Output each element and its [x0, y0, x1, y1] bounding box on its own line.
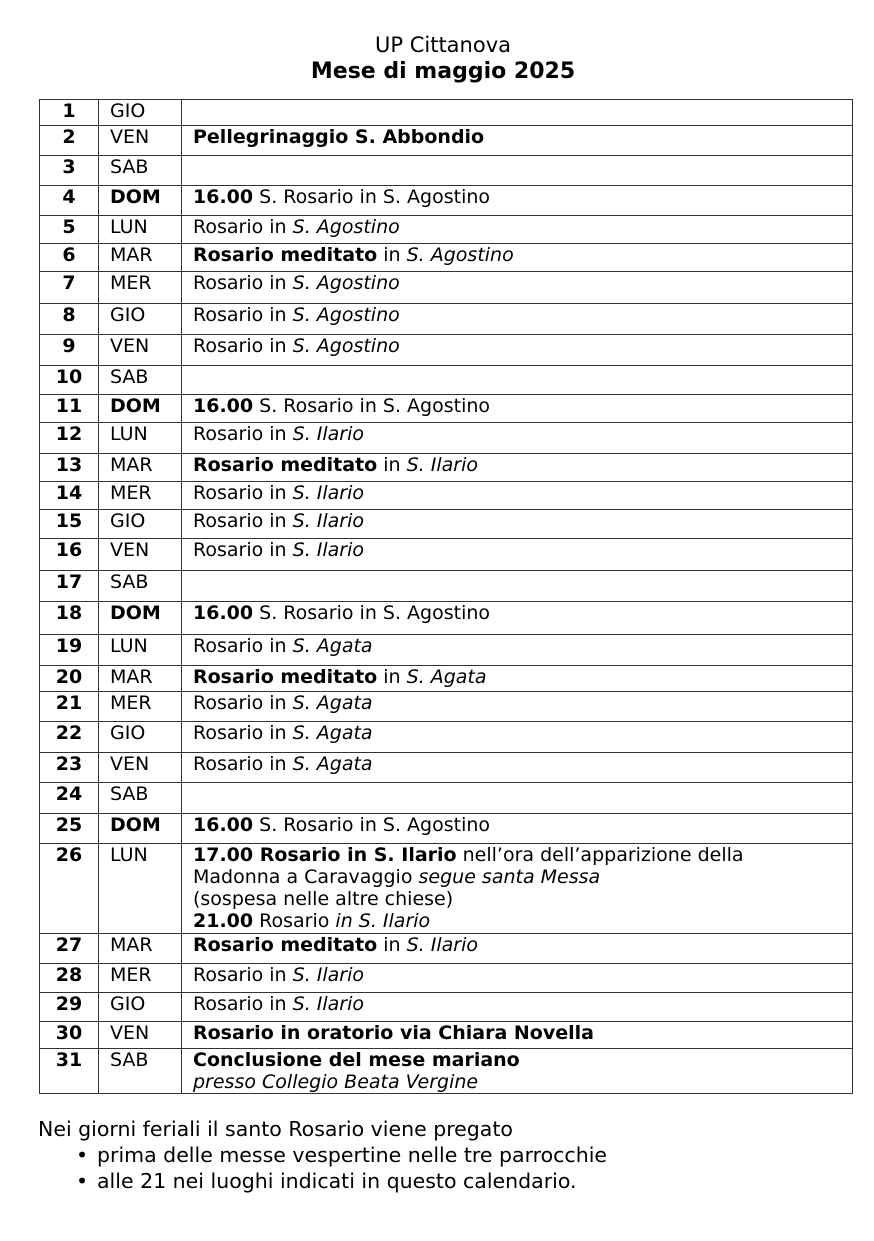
organization-name: UP Cittanova — [375, 33, 511, 57]
event-description — [182, 510, 853, 539]
event-text-part: in — [377, 666, 407, 688]
weekday: MAR — [99, 244, 182, 272]
weekday: SAB — [99, 156, 182, 186]
calendar-row — [40, 602, 853, 635]
day-number: 16 — [40, 539, 99, 571]
event-text-part: S. Ilario — [292, 539, 365, 561]
day-number: 20 — [40, 666, 99, 692]
footer-note — [38, 1116, 858, 1194]
calendar-row — [40, 335, 853, 366]
weekday: MAR — [99, 454, 182, 482]
event-text-part: S. Ilario — [292, 482, 365, 504]
event-description — [182, 216, 853, 244]
calendar-row — [40, 482, 853, 510]
calendar-row — [40, 722, 853, 753]
event-description — [182, 100, 853, 126]
event-description — [182, 602, 853, 635]
day-number: 21 — [40, 692, 99, 722]
weekday: LUN — [99, 844, 182, 934]
calendar-row — [40, 126, 853, 156]
day-number: 19 — [40, 635, 99, 666]
calendar-row — [40, 814, 853, 844]
event-text-part: S. Rosario in S. Agostino — [253, 602, 491, 624]
event-description — [182, 335, 853, 366]
day-number: 7 — [40, 272, 99, 304]
weekday: SAB — [99, 1049, 182, 1094]
weekday: DOM — [99, 814, 182, 844]
event-text-part: S. Rosario in S. Agostino — [253, 186, 491, 208]
day-number: 6 — [40, 244, 99, 272]
event-text-part: S. Ilario — [406, 454, 478, 476]
weekday: DOM — [99, 186, 182, 216]
day-number: 3 — [40, 156, 99, 186]
weekday: MER — [99, 964, 182, 993]
event-text-part: 21.00 — [193, 910, 254, 932]
weekday: MER — [99, 272, 182, 304]
event-description — [182, 244, 853, 272]
event-description — [182, 844, 853, 934]
event-text-part: nell’ora dell’apparizione della — [456, 844, 744, 866]
event-description — [182, 156, 853, 186]
event-text-part: Rosario in — [193, 722, 293, 744]
calendar-row — [40, 692, 853, 722]
bullet-icon: • — [76, 1143, 89, 1167]
weekday: GIO — [99, 100, 182, 126]
event-description — [182, 571, 853, 602]
event-text-part: S. Ilario — [292, 423, 365, 445]
footer-item-text: prima delle messe vespertine nelle tre parrocchie — [97, 1143, 608, 1167]
event-text-part: S. Agata — [292, 722, 373, 744]
weekday: SAB — [99, 366, 182, 395]
event-description — [182, 692, 853, 722]
calendar-row — [40, 423, 853, 454]
event-text-part: S. Rosario in S. Agostino — [253, 814, 491, 836]
calendar-row — [40, 1022, 853, 1049]
weekday: GIO — [99, 993, 182, 1022]
day-number: 15 — [40, 510, 99, 539]
event-text-part: Rosario in oratorio via Chiara Novella — [193, 1022, 594, 1044]
day-number: 9 — [40, 335, 99, 366]
event-text-part: Rosario in — [193, 692, 293, 714]
day-number: 18 — [40, 602, 99, 635]
weekday: GIO — [99, 510, 182, 539]
calendar-row — [40, 539, 853, 571]
page-title: Mese di maggio 2025 — [310, 59, 576, 84]
footer-list — [38, 1142, 858, 1194]
weekday: SAB — [99, 783, 182, 814]
event-description — [182, 753, 853, 783]
calendar-row — [40, 571, 853, 602]
event-description — [182, 272, 853, 304]
weekday: MER — [99, 692, 182, 722]
event-description — [182, 366, 853, 395]
calendar-row — [40, 964, 853, 993]
calendar-row — [40, 844, 853, 934]
event-description — [182, 1022, 853, 1049]
event-text-part: S. Agostino — [292, 304, 400, 326]
event-text-part: Rosario in — [193, 304, 293, 326]
event-text-part: Pellegrinaggio S. Abbondio — [193, 126, 485, 148]
day-number: 17 — [40, 571, 99, 602]
event-text-part: 16.00 — [193, 186, 254, 208]
event-text-part: Rosario — [253, 910, 336, 932]
day-number: 11 — [40, 395, 99, 423]
event-text-part: S. Agata — [292, 692, 373, 714]
event-description — [182, 666, 853, 692]
event-description — [182, 964, 853, 993]
weekday: GIO — [99, 722, 182, 753]
event-text-part: Rosario in — [193, 635, 293, 657]
event-text-part: Rosario in — [193, 753, 293, 775]
event-description — [182, 186, 853, 216]
day-number: 23 — [40, 753, 99, 783]
calendar-row — [40, 510, 853, 539]
event-description — [182, 993, 853, 1022]
weekday: LUN — [99, 635, 182, 666]
bullet-icon: • — [76, 1169, 89, 1193]
day-number: 14 — [40, 482, 99, 510]
day-number: 1 — [40, 100, 99, 126]
event-text-part: Rosario in — [193, 964, 293, 986]
calendar-row — [40, 156, 853, 186]
event-text-part: Rosario in — [193, 423, 293, 445]
event-text-part: S. Ilario — [292, 993, 365, 1015]
calendar-row — [40, 753, 853, 783]
footer-item-text: alle 21 nei luoghi indicati in questo calendario. — [97, 1169, 577, 1193]
event-description — [182, 539, 853, 571]
weekday: VEN — [99, 1022, 182, 1049]
weekday: LUN — [99, 423, 182, 454]
day-number: 27 — [40, 934, 99, 964]
event-text-part: 16.00 — [193, 814, 254, 836]
calendar-row — [40, 186, 853, 216]
weekday: DOM — [99, 602, 182, 635]
day-number: 2 — [40, 126, 99, 156]
day-number: 28 — [40, 964, 99, 993]
day-number: 22 — [40, 722, 99, 753]
day-number: 4 — [40, 186, 99, 216]
event-description — [182, 482, 853, 510]
event-text-part: Rosario in — [193, 335, 293, 357]
calendar-row — [40, 272, 853, 304]
calendar-table — [39, 99, 853, 1094]
weekday: MAR — [99, 666, 182, 692]
event-text-part: 17.00 Rosario in S. Ilario — [193, 844, 457, 866]
weekday: VEN — [99, 539, 182, 571]
event-text-part: Rosario meditato — [193, 454, 378, 476]
weekday: DOM — [99, 395, 182, 423]
calendar-row — [40, 100, 853, 126]
event-text-part: in S. Ilario — [335, 910, 431, 932]
day-number: 29 — [40, 993, 99, 1022]
event-description — [182, 395, 853, 423]
event-text-part: S. Rosario in S. Agostino — [253, 395, 491, 417]
event-text-part: Rosario in — [193, 510, 293, 532]
calendar-row — [40, 783, 853, 814]
event-text-part: Rosario in — [193, 216, 293, 238]
day-number: 25 — [40, 814, 99, 844]
calendar-row — [40, 454, 853, 482]
page-header — [0, 32, 874, 86]
weekday: VEN — [99, 335, 182, 366]
event-description — [182, 454, 853, 482]
event-text-part: S. Agata — [406, 666, 487, 688]
event-text-part: Rosario meditato — [193, 244, 378, 266]
event-text-part: Conclusione del mese mariano — [193, 1049, 520, 1071]
calendar-row — [40, 666, 853, 692]
event-text-part: 16.00 — [193, 602, 254, 624]
event-text-part: segue santa Messa — [418, 866, 601, 888]
event-text-part: S. Agostino — [292, 216, 400, 238]
event-description — [182, 783, 853, 814]
calendar-row — [40, 635, 853, 666]
event-text-part: (sospesa nelle altre chiese) — [193, 888, 454, 910]
event-text-part: S. Agata — [292, 635, 373, 657]
event-description — [182, 635, 853, 666]
event-text-part: Rosario in — [193, 539, 293, 561]
event-text-part: Rosario in — [193, 993, 293, 1015]
event-text-part: Rosario meditato — [193, 934, 378, 956]
event-text-part: presso Collegio Beata Vergine — [193, 1071, 479, 1093]
event-text-part: S. Ilario — [406, 934, 478, 956]
event-text-part: Rosario in — [193, 272, 293, 294]
event-description — [182, 1049, 853, 1094]
calendar-row — [40, 304, 853, 335]
footer-list-item — [38, 1168, 858, 1194]
weekday: MAR — [99, 934, 182, 964]
event-text-part: S. Agostino — [292, 335, 400, 357]
event-description — [182, 304, 853, 335]
weekday: MER — [99, 482, 182, 510]
day-number: 26 — [40, 844, 99, 934]
event-description — [182, 423, 853, 454]
calendar-row — [40, 934, 853, 964]
weekday: SAB — [99, 571, 182, 602]
event-text-part: in — [377, 244, 407, 266]
calendar-row — [40, 1049, 853, 1094]
event-text-part: Rosario meditato — [193, 666, 378, 688]
weekday: VEN — [99, 753, 182, 783]
day-number: 30 — [40, 1022, 99, 1049]
calendar-row — [40, 993, 853, 1022]
event-text-part: Madonna a Caravaggio — [193, 866, 419, 888]
footer-list-item — [38, 1142, 858, 1168]
footer-intro: Nei giorni feriali il santo Rosario viene pregato — [38, 1117, 513, 1141]
event-text-part: in — [377, 934, 407, 956]
weekday: GIO — [99, 304, 182, 335]
day-number: 5 — [40, 216, 99, 244]
event-text-part: Rosario in — [193, 482, 293, 504]
event-text-part: in — [377, 454, 407, 476]
event-description — [182, 126, 853, 156]
calendar-row — [40, 216, 853, 244]
calendar-row — [40, 395, 853, 423]
event-text-part: S. Ilario — [292, 964, 365, 986]
event-text-part: S. Agostino — [292, 272, 400, 294]
calendar-row — [40, 244, 853, 272]
day-number: 8 — [40, 304, 99, 335]
day-number: 31 — [40, 1049, 99, 1094]
weekday: VEN — [99, 126, 182, 156]
day-number: 12 — [40, 423, 99, 454]
event-description — [182, 934, 853, 964]
event-text-part: S. Agostino — [406, 244, 514, 266]
calendar-row — [40, 366, 853, 395]
event-text-part: S. Ilario — [292, 510, 365, 532]
calendar-body — [40, 100, 853, 1094]
event-description — [182, 814, 853, 844]
weekday: LUN — [99, 216, 182, 244]
day-number: 10 — [40, 366, 99, 395]
day-number: 13 — [40, 454, 99, 482]
day-number: 24 — [40, 783, 99, 814]
event-text-part: 16.00 — [193, 395, 254, 417]
event-description — [182, 722, 853, 753]
event-text-part: S. Agata — [292, 753, 373, 775]
